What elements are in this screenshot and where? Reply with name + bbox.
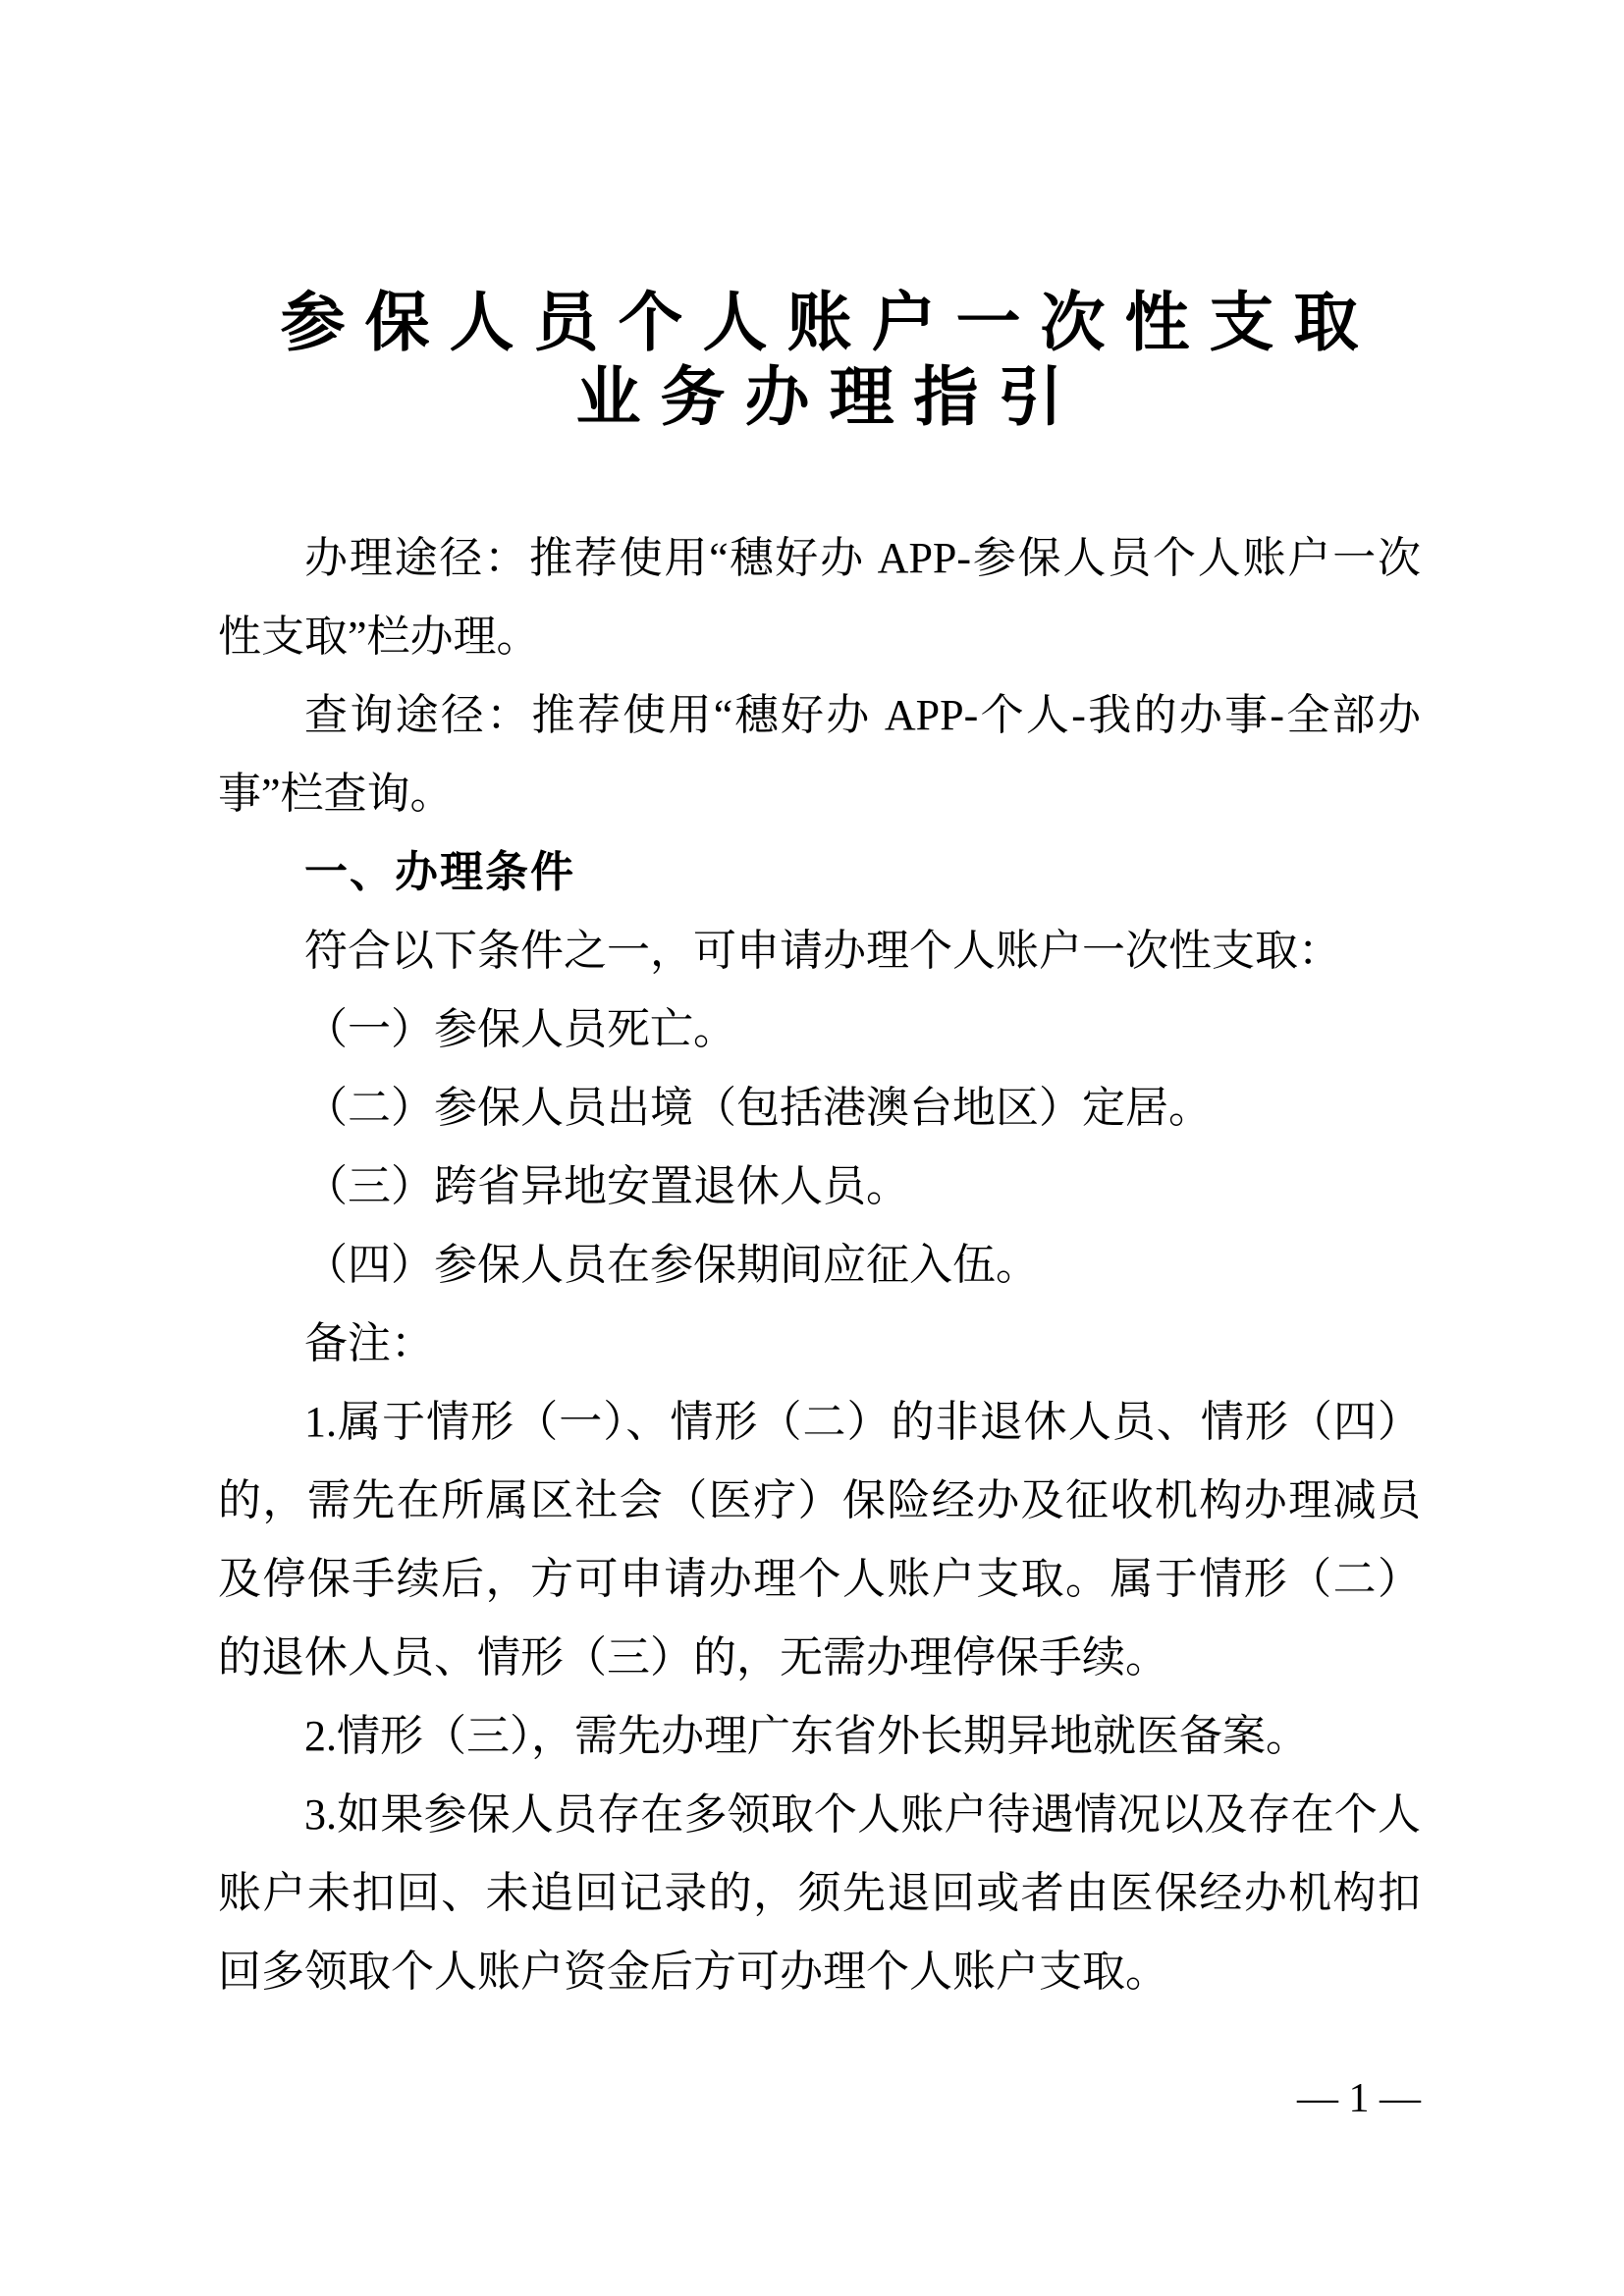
condition-item-1: （一）参保人员死亡。 <box>304 1005 736 1053</box>
note-item-3: 3.如果参保人员存在多领取个人账户待遇情况以及存在个人账户未扣回、未追回记录的，须先退回或者由医保经办机构扣回多领取个人账户资金后方可办理个人账户支取。 <box>218 1790 1421 1996</box>
paragraph-conditions-intro: 符合以下条件之一，可申请办理个人账户一次性支取： <box>304 927 1341 975</box>
page-number: — 1 — <box>1297 2076 1421 2121</box>
document-title <box>218 287 1421 436</box>
note-item-2: 2.情形（三），需先办理广东省外长期异地就医备案。 <box>304 1712 1309 1760</box>
paragraph-handling-route: 办理途径：推荐使用“穗好办 APP-参保人员个人账户一次性支取”栏办理。 <box>218 534 1421 661</box>
section-heading-conditions: 一、办理条件 <box>304 848 575 896</box>
condition-item-4: （四）参保人员在参保期间应征入伍。 <box>304 1241 1039 1289</box>
document-body <box>218 519 1421 2011</box>
condition-item-2: （二）参保人员出境（包括港澳台地区）定居。 <box>304 1084 1212 1132</box>
document-title-line1: 参保人员个人账户一次性支取 <box>280 288 1379 359</box>
note-item-1: 1.属于情形（一）、情形（二）的非退休人员、情形（四）的，需先在所属区社会（医疗）保险经办及征收机构办理减员及停保手续后，方可申请办理个人账户支取。属于情形（二）的退休人员、情形（三）的，无需办理停保手续。 <box>218 1398 1421 1682</box>
condition-item-3: （三）跨省异地安置退休人员。 <box>304 1162 909 1210</box>
paragraph-query-route: 查询途径：推荐使用“穗好办 APP-个人-我的办事-全部办事”栏查询。 <box>218 691 1421 818</box>
document-title-line2: 业务办理指引 <box>575 362 1083 434</box>
notes-label: 备注： <box>304 1319 434 1367</box>
